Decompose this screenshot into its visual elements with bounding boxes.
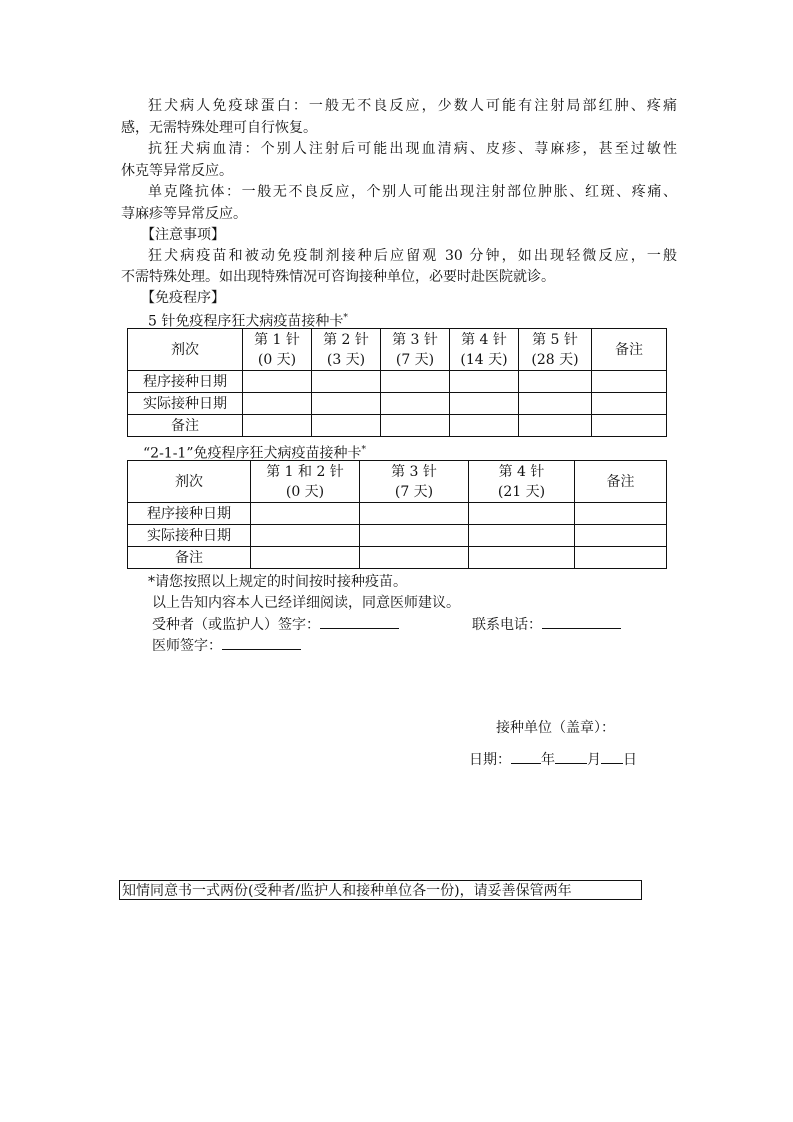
table-cell[interactable] — [469, 503, 575, 525]
table2-dose-1-2-day: (0 天) — [285, 483, 325, 500]
table1-header-dose: 剂次 — [128, 329, 243, 371]
paragraph-immunoglobulin-line2: 感，无需特殊处理可自行恢复。 — [121, 120, 317, 136]
table1-header-dose-4 — [450, 329, 519, 371]
table-cell[interactable] — [243, 393, 312, 415]
table1-caption-text: 5 针免疫程序狂犬病疫苗接种卡 — [148, 313, 344, 330]
table-cell[interactable] — [592, 415, 667, 437]
table-cell[interactable] — [251, 547, 360, 569]
table-cell[interactable] — [575, 503, 667, 525]
table1-dose-1-label: 第 1 针 — [254, 331, 300, 348]
table-cell[interactable] — [243, 371, 312, 393]
table-cell[interactable] — [575, 525, 667, 547]
table-cell[interactable] — [450, 415, 519, 437]
paragraph-monoclonal-line2: 荨麻疹等异常反应。 — [121, 206, 247, 222]
table2-header-dose: 剂次 — [128, 461, 251, 503]
paragraph-antiserum-line1: 抗狂犬病血清：个别人注射后可能出现血清病、皮疹、荨麻疹，甚至过敏性 — [148, 141, 677, 157]
table2-dose-3-label: 第 3 针 — [391, 463, 437, 480]
year-label: 年 — [541, 752, 555, 768]
table-cell[interactable] — [251, 525, 360, 547]
table-cell[interactable] — [360, 547, 469, 569]
retention-notice: 知情同意书一式两份(受种者/监护人和接种单位各一份)，请妥善保管两年 — [119, 880, 642, 900]
table2-row-label: 程序接种日期 — [128, 503, 251, 525]
paragraph-notes-line1: 狂犬病疫苗和被动免疫制剂接种后应留观 30 分钟，如出现轻微反应，一般 — [148, 248, 677, 264]
table2-dose-3-day: (7 天) — [394, 483, 434, 500]
table-cell[interactable] — [381, 393, 450, 415]
date-label: 日期： — [469, 752, 511, 768]
table2-header-remark: 备注 — [575, 461, 667, 503]
month-label: 月 — [587, 752, 601, 768]
recipient-signature-label: 受种者（或监护人）签字： — [152, 617, 320, 633]
table-cell[interactable] — [575, 547, 667, 569]
table-cell[interactable] — [251, 503, 360, 525]
table-cell[interactable] — [312, 393, 381, 415]
table1-dose-3-label: 第 3 针 — [392, 331, 438, 348]
phone-row — [472, 614, 621, 636]
vaccination-card-5-dose — [127, 328, 667, 437]
table1-row-label: 实际接种日期 — [128, 393, 243, 415]
vaccination-unit-stamp: 接种单位（盖章）： — [496, 720, 615, 736]
table2-caption-text: “2-1-1”免疫程序狂犬病疫苗接种卡 — [143, 445, 362, 462]
paragraph-antiserum-line2: 休克等异常反应。 — [121, 163, 233, 179]
table-cell[interactable] — [469, 525, 575, 547]
table-row — [128, 503, 667, 525]
phone-field[interactable] — [542, 614, 621, 629]
doctor-signature-field[interactable] — [222, 635, 301, 650]
table2-dose-4-day: (21 天) — [497, 483, 546, 500]
table-cell[interactable] — [312, 371, 381, 393]
table-cell[interactable] — [592, 393, 667, 415]
table2-caption-mark: * — [361, 445, 366, 455]
table2-dose-1-2-label: 第 1 和 2 针 — [266, 463, 344, 480]
table-cell[interactable] — [469, 547, 575, 569]
table-row — [128, 547, 667, 569]
recipient-signature-field[interactable] — [320, 614, 399, 629]
table1-header-dose-2 — [312, 329, 381, 371]
table1-dose-2-label: 第 2 针 — [323, 331, 369, 348]
recipient-signature-row — [152, 614, 399, 636]
table2-header-dose-4 — [469, 461, 575, 503]
table1-dose-3-day: (7 天) — [395, 351, 435, 368]
table1-dose-2-day: (3 天) — [326, 351, 366, 368]
table-cell[interactable] — [519, 415, 592, 437]
table1-caption-mark: * — [343, 313, 348, 323]
table2-row-label: 实际接种日期 — [128, 525, 251, 547]
table-row — [128, 415, 667, 437]
schedule-footnote: *请您按照以上规定的时间按时接种疫苗。 — [148, 574, 407, 590]
year-field[interactable] — [511, 749, 541, 764]
table1-dose-5-day: (28 天) — [531, 351, 579, 368]
doctor-signature-row — [152, 635, 301, 657]
date-row — [469, 749, 637, 771]
paragraph-immunoglobulin-line1: 狂犬病人免疫球蛋白：一般无不良反应，少数人可能有注射局部红肿、疼痛 — [148, 98, 677, 114]
vaccination-card-2-1-1 — [127, 460, 667, 569]
table-cell[interactable] — [450, 371, 519, 393]
table2-header-dose-3 — [360, 461, 469, 503]
consent-statement: 以上告知内容本人已经详细阅读，同意医师建议。 — [152, 595, 460, 611]
table-cell[interactable] — [519, 371, 592, 393]
heading-schedule: 【免疫程序】 — [141, 290, 225, 306]
day-label: 日 — [623, 752, 637, 768]
table-cell[interactable] — [381, 371, 450, 393]
table-cell[interactable] — [592, 371, 667, 393]
table1-row-label: 备注 — [128, 415, 243, 437]
table-cell[interactable] — [381, 415, 450, 437]
table1-row-label: 程序接种日期 — [128, 371, 243, 393]
table1-dose-5-label: 第 5 针 — [532, 331, 578, 348]
table-cell[interactable] — [360, 503, 469, 525]
paragraph-monoclonal-line1: 单克隆抗体：一般无不良反应，个别人可能出现注射部位肿胀、红斑、疼痛、 — [148, 184, 677, 200]
table-cell[interactable] — [519, 393, 592, 415]
table2-header-dose-1-2 — [251, 461, 360, 503]
table-cell[interactable] — [243, 415, 312, 437]
table1-header-dose-3 — [381, 329, 450, 371]
table1-header-dose-5 — [519, 329, 592, 371]
paragraph-notes-line2: 不需特殊处理。如出现特殊情况可咨询接种单位，必要时赴医院就诊。 — [121, 269, 555, 285]
table1-header-remark: 备注 — [592, 329, 667, 371]
table2-row-label: 备注 — [128, 547, 251, 569]
day-field[interactable] — [601, 749, 623, 764]
heading-notes: 【注意事项】 — [141, 227, 225, 243]
table-cell[interactable] — [312, 415, 381, 437]
table-row — [128, 393, 667, 415]
table-cell[interactable] — [450, 393, 519, 415]
table1-dose-4-day: (14 天) — [460, 351, 508, 368]
doctor-signature-label: 医师签字： — [152, 638, 222, 654]
table2-dose-4-label: 第 4 针 — [498, 463, 545, 480]
phone-label: 联系电话： — [472, 617, 542, 633]
table-row — [128, 371, 667, 393]
month-field[interactable] — [555, 749, 587, 764]
table1-header-dose-1 — [243, 329, 312, 371]
table1-dose-4-label: 第 4 针 — [461, 331, 507, 348]
table1-dose-1-day: (0 天) — [257, 351, 297, 368]
table-cell[interactable] — [360, 525, 469, 547]
table-row — [128, 525, 667, 547]
